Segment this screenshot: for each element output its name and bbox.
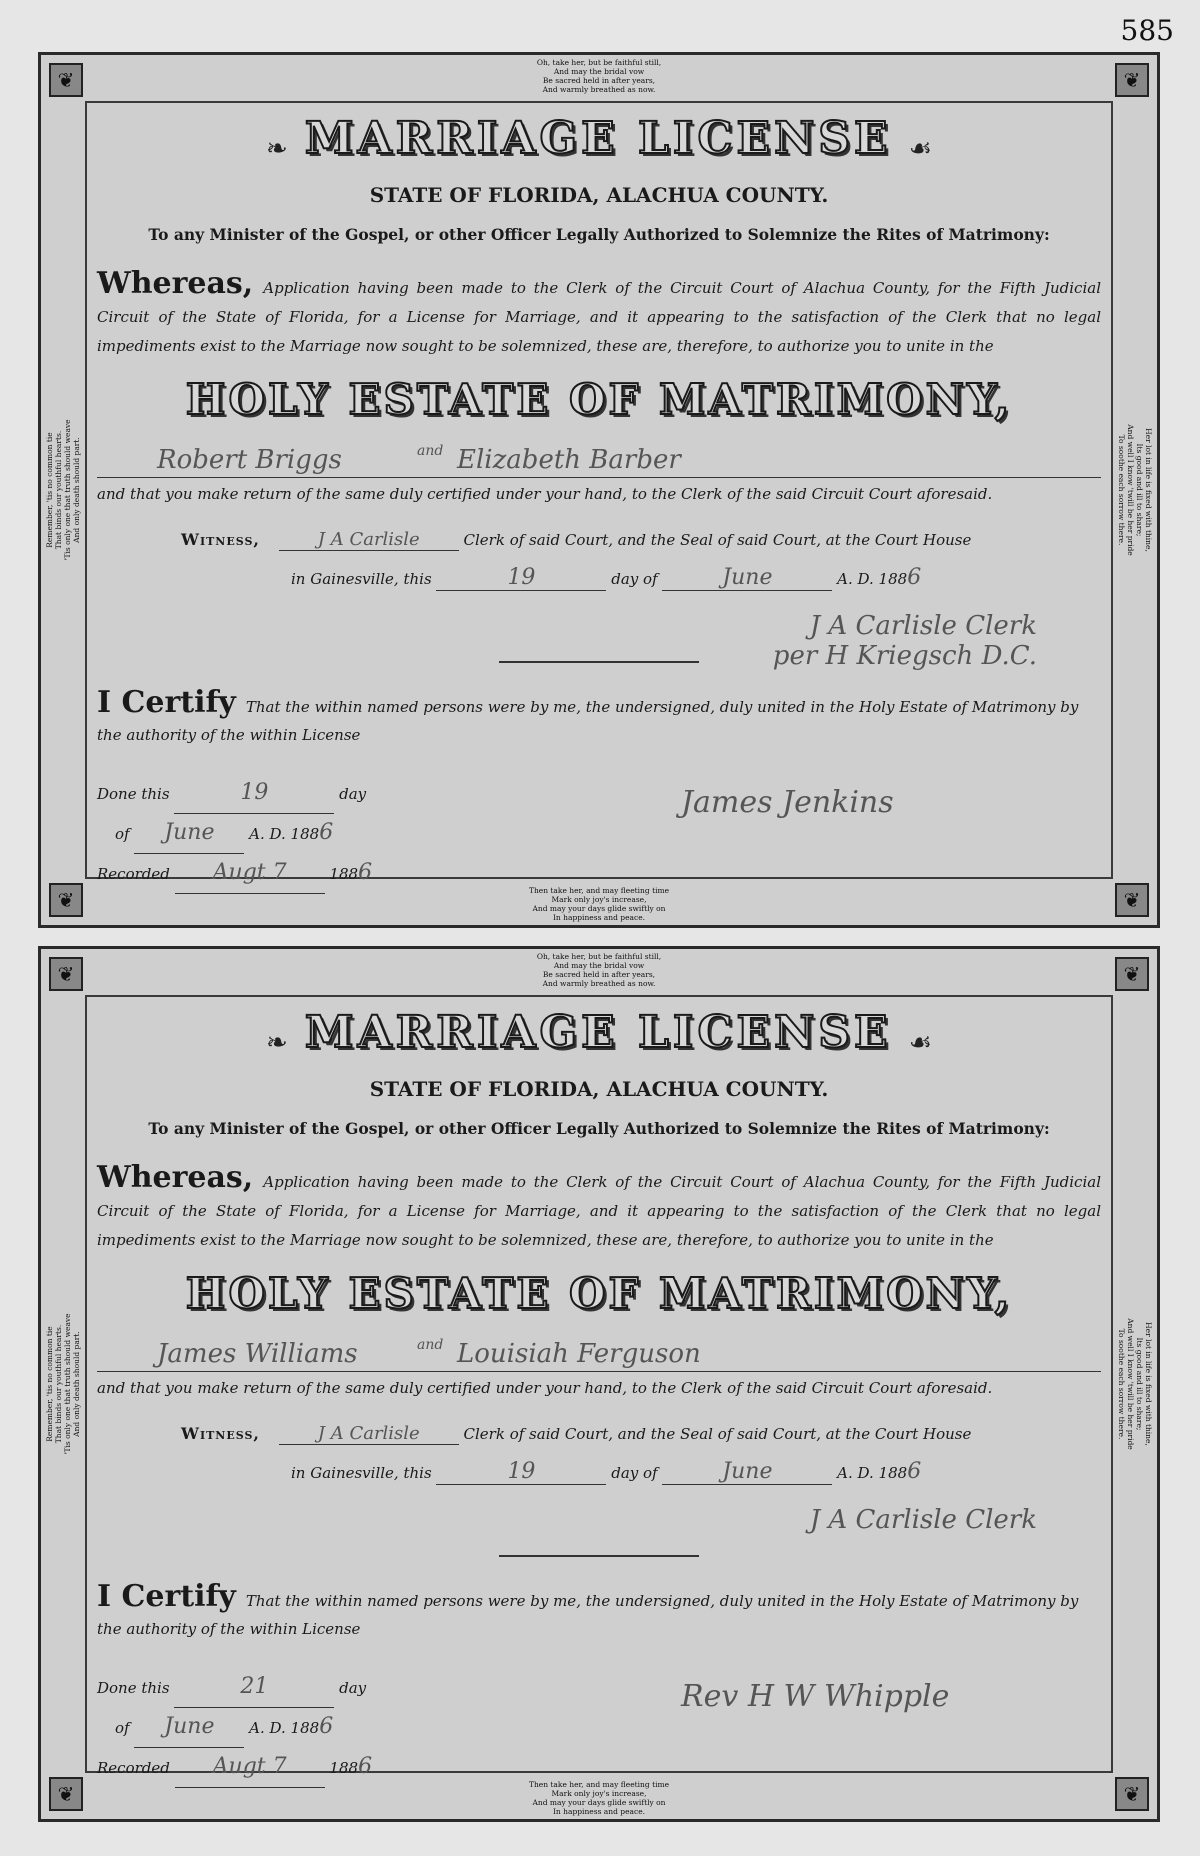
done-label: Done this (97, 785, 170, 803)
verse-bottom: Then take her, and may fleeting time Mark only joy's increase, And may your days glide swiftly on In happiness and peace. (528, 886, 670, 922)
state-county-heading: STATE OF FLORIDA, ALACHUA COUNTY. (369, 183, 829, 207)
witness-name: J A Carlisle (279, 1423, 459, 1445)
corner-ornament-icon: ❦ (49, 63, 83, 97)
recorded-value: Augt 7 (175, 1747, 325, 1788)
done-month: June (134, 813, 244, 854)
month-value: June (662, 1459, 832, 1485)
bride-name: Louisiah Ferguson (457, 1339, 701, 1369)
corner-ornament-icon: ❦ (49, 957, 83, 991)
done-year: 6 (319, 1714, 334, 1739)
of-label: of (115, 825, 130, 843)
marriage-license-1 (38, 52, 1160, 928)
witness-label: Witness, (181, 1424, 260, 1443)
witness-label: Witness, (181, 530, 260, 549)
day-of-label: day of (611, 570, 658, 588)
page-number: 585 (1120, 14, 1174, 47)
clerk-signature-block (773, 611, 1037, 671)
verse-right: Her lot in life is fixed with thine, Its good and ill to share; And well I know 'twill be her pride To soothe each sorrow there. (1117, 424, 1153, 556)
verse-right: Her lot in life is fixed with thine, Its good and ill to share; And well I know 'twill be her pride To soothe each sorrow there. (1117, 1318, 1153, 1450)
bride-name: Elizabeth Barber (457, 445, 681, 475)
certify-paragraph (97, 1579, 1101, 1643)
year-suffix: 6 (907, 1459, 922, 1484)
license-title-row (41, 113, 1157, 164)
gainesville-text: in Gainesville, this (291, 570, 432, 588)
whereas-word: Whereas, (97, 1160, 254, 1195)
divider-rule (499, 661, 699, 663)
certify-word: I Certify (97, 1579, 236, 1614)
done-month: June (134, 1707, 244, 1748)
holy-estate-heading: HOLY ESTATE OF MATRIMONY, (185, 1269, 1013, 1318)
corner-ornament-icon: ❦ (49, 1777, 83, 1811)
recorded-value: Augt 7 (175, 853, 325, 894)
day-value: 19 (436, 1459, 606, 1485)
corner-ornament-icon: ❦ (49, 883, 83, 917)
witness-text: Clerk of said Court, and the Seal of said Court, at the Court House (463, 531, 972, 549)
whereas-word: Whereas, (97, 266, 254, 301)
marriage-license-2 (38, 946, 1160, 1822)
done-label: Done this (97, 1679, 170, 1697)
license-title-row (41, 1007, 1157, 1058)
license-title: MARRIAGE LICENSE (304, 113, 892, 164)
gainesville-text: in Gainesville, this (291, 1464, 432, 1482)
ad-label: A. D. 188 (837, 1464, 908, 1482)
recorded-year: 6 (358, 1754, 373, 1779)
recorded-year-prefix: 188 (329, 865, 359, 883)
state-county-heading: STATE OF FLORIDA, ALACHUA COUNTY. (369, 1077, 829, 1101)
divider-rule (499, 1555, 699, 1557)
done-block (97, 755, 497, 885)
recorded-label: Recorded (97, 865, 170, 883)
groom-name: Robert Briggs (157, 445, 342, 475)
return-text: and that you make return of the same duly certified under your hand, to the Clerk of the said Circuit Court aforesaid. (97, 1379, 993, 1397)
address-line: To any Minister of the Gospel, or other Officer Legally Authorized to Solemnize the Rites of Matrimony: (148, 225, 1050, 244)
minister-signature: Rev H W Whipple (681, 1679, 950, 1714)
done-year: 6 (319, 820, 334, 845)
ad-label: A. D. 188 (837, 570, 908, 588)
flourish-icon: ☙ (908, 133, 933, 164)
groom-name: James Williams (157, 1339, 358, 1369)
day-of-label: day of (611, 1464, 658, 1482)
verse-left: Remember, 'tis no common tie That binds our youthful hearts. 'Tis only one that truth should weave And only death should part. (45, 1313, 81, 1455)
corner-ornament-icon: ❦ (1115, 883, 1149, 917)
corner-ornament-icon: ❦ (1115, 1777, 1149, 1811)
witness-line (181, 1423, 1101, 1445)
whereas-text: Application having been made to the Clerk of the Circuit Court of Alachua County, for the Fifth Judicial Circuit of the State of Florida, for a License for Marriage, and it appearing to the satisfaction of the Clerk that no legal impediments exist to the Marriage now sought to be solemnized, these are, therefore, to authorize you to unite in the (97, 1173, 1101, 1249)
of-label: of (115, 1719, 130, 1737)
witness-name: J A Carlisle (279, 529, 459, 551)
corner-ornament-icon: ❦ (1115, 63, 1149, 97)
clerk-signature: J A Carlisle Clerk (809, 611, 1037, 641)
corner-ornament-icon: ❦ (1115, 957, 1149, 991)
deputy-signature: per H Kriegsch D.C. (772, 641, 1037, 671)
year-suffix: 6 (907, 565, 922, 590)
day-label: day (339, 1679, 367, 1697)
date-line (291, 565, 1101, 591)
holy-estate-heading: HOLY ESTATE OF MATRIMONY, (185, 375, 1013, 424)
certify-text: That the within named persons were by me, the undersigned, duly united in the Holy Estate of Matrimony by the authority of the within License (97, 1592, 1079, 1638)
day-value: 19 (436, 565, 606, 591)
names-line (97, 441, 1101, 478)
clerk-signature-block (810, 1505, 1037, 1535)
date-line (291, 1459, 1101, 1485)
done-day: 21 (174, 1667, 334, 1708)
certify-text: That the within named persons were by me, the undersigned, duly united in the Holy Estate of Matrimony by the authority of the within License (97, 698, 1079, 744)
recorded-label: Recorded (97, 1759, 170, 1777)
whereas-text: Application having been made to the Clerk of the Circuit Court of Alachua County, for the Fifth Judicial Circuit of the State of Florida, for a License for Marriage, and it appearing to the satisfaction of the Clerk that no legal impediments exist to the Marriage now sought to be solemnized, these are, therefore, to authorize you to unite in the (97, 279, 1101, 355)
certify-paragraph (97, 685, 1101, 749)
minister-signature: James Jenkins (681, 785, 894, 820)
verse-bottom: Then take her, and may fleeting time Mark only joy's increase, And may your days glide swiftly on In happiness and peace. (528, 1780, 670, 1816)
flourish-icon: ❧ (265, 133, 288, 164)
done-ad: A. D. 188 (249, 1719, 320, 1737)
certify-word: I Certify (97, 685, 236, 720)
verse-left: Remember, 'tis no common tie That binds our youthful hearts. 'Tis only one that truth should weave And only death should part. (45, 419, 81, 561)
recorded-year-prefix: 188 (329, 1759, 359, 1777)
done-day: 19 (174, 773, 334, 814)
return-text: and that you make return of the same duly certified under your hand, to the Clerk of the said Circuit Court aforesaid. (97, 485, 993, 503)
clerk-signature: J A Carlisle Clerk (809, 1505, 1037, 1535)
whereas-paragraph (97, 266, 1101, 361)
flourish-icon: ☙ (908, 1027, 933, 1058)
recorded-year: 6 (358, 860, 373, 885)
flourish-icon: ❧ (265, 1027, 288, 1058)
address-line: To any Minister of the Gospel, or other Officer Legally Authorized to Solemnize the Rites of Matrimony: (148, 1119, 1050, 1138)
month-value: June (662, 565, 832, 591)
names-line (97, 1335, 1101, 1372)
whereas-paragraph (97, 1160, 1101, 1255)
and-word: and (417, 443, 444, 459)
witness-text: Clerk of said Court, and the Seal of said Court, at the Court House (463, 1425, 972, 1443)
verse-top: Oh, take her, but be faithful still, And may the bridal vow Be sacred held in after years, And warmly breathed as now. (536, 952, 662, 988)
day-label: day (339, 785, 367, 803)
done-ad: A. D. 188 (249, 825, 320, 843)
verse-top: Oh, take her, but be faithful still, And may the bridal vow Be sacred held in after years, And warmly breathed as now. (536, 58, 662, 94)
and-word: and (417, 1337, 444, 1353)
witness-line (181, 529, 1101, 551)
done-block (97, 1649, 497, 1779)
license-title: MARRIAGE LICENSE (304, 1007, 892, 1058)
